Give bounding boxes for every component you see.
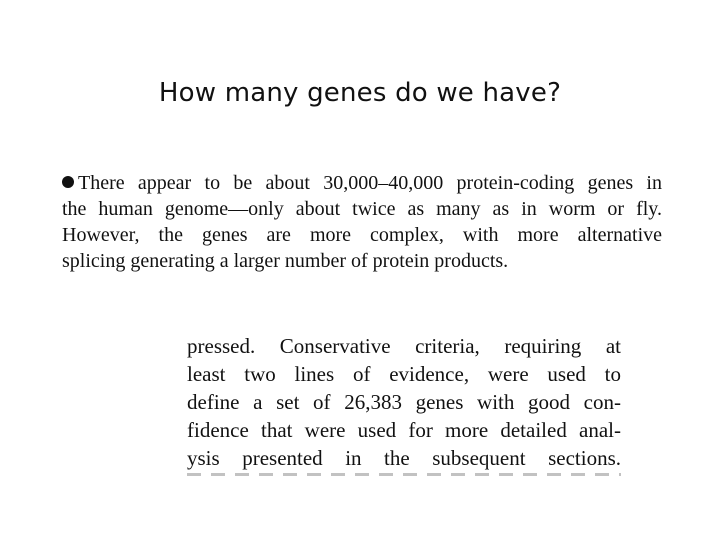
bullet-paragraph — [62, 170, 662, 274]
cropped-text-line — [187, 472, 621, 478]
bullet-line: However, the genes are more complex, with more alternative — [62, 224, 662, 246]
excerpt-line: define a set of 26,383 genes with good con- — [187, 390, 621, 414]
bullet-line-text: There appear to be about 30,000–40,000 protein-coding genes in — [78, 172, 662, 194]
bullet-line: the human genome—only about twice as many as in worm or fly. — [62, 198, 662, 220]
bullet-line — [62, 170, 662, 196]
excerpt-line: least two lines of evidence, were used to — [187, 362, 621, 386]
excerpt-line: pressed. Conservative criteria, requiring at — [187, 334, 621, 358]
excerpt-line: ysis presented in the subsequent sections. — [187, 446, 621, 470]
paper-excerpt — [187, 332, 621, 472]
slide-title: How many genes do we have? — [158, 78, 562, 108]
excerpt-line: fidence that were used for more detailed anal- — [187, 418, 621, 442]
bullet-line: splicing generating a larger number of protein products. — [62, 250, 509, 272]
bullet-dot-icon — [62, 176, 74, 188]
